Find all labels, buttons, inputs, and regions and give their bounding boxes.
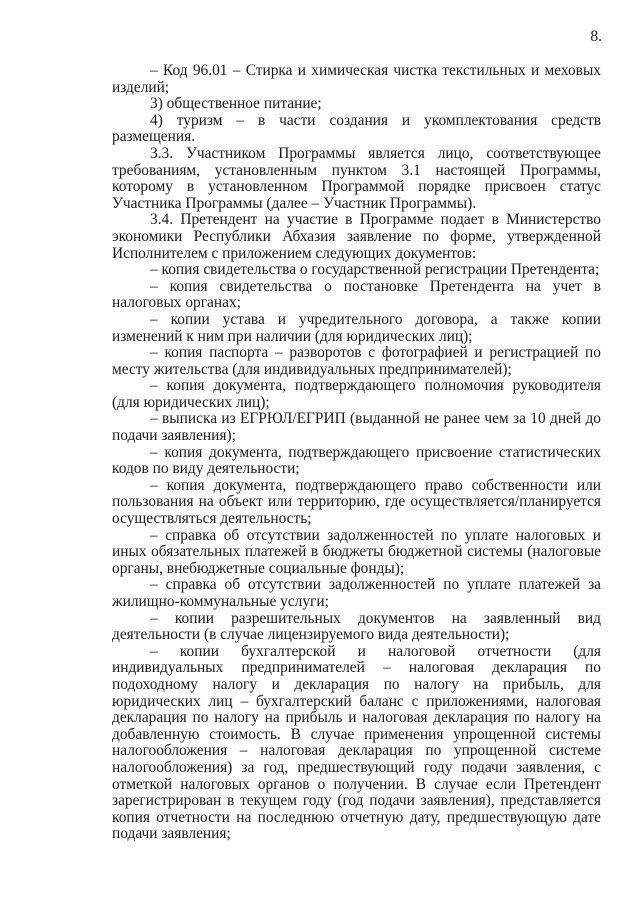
paragraph: – Код 96.01 – Стирка и химическая чистка текстильных и меховых изделий; bbox=[112, 62, 601, 96]
list-item: – справка об отсутствии задолженностей по уплате налоговых и иных обязательных платежей в бюджеты бюджетной системы (налоговые органы, внебюджетные социальные фонды); bbox=[112, 526, 601, 577]
list-item: – копии устава и учредительного договора, а также копии изменений к ним при наличии (для юридических лиц); bbox=[112, 310, 601, 345]
list-item: – копия свидетельства о постановке Претендента на учет в налоговых органах; bbox=[112, 277, 601, 312]
list-item: – копия документа, подтверждающего присвоение статистических кодов по виду деятельности; bbox=[112, 443, 601, 478]
list-item: – справка об отсутствии задолженностей по уплате платежей за жилищно-коммунальные услуги; bbox=[112, 576, 601, 610]
list-item: – копии бухгалтерской и налоговой отчетности (для индивидуальных предпринимателей – налоговая декларация по подоходному налогу и декларация по налогу на прибыль, для юридических лиц – бухгалтерский баланс с приложениями, налоговая декларация по налогу на прибыль и налоговая декларация по налогу на добавленную стоимость. В случае применения упрощенной системы налогообложения – налоговая декларация по упрощенной системе налогообложения) за год, предшествующий году подачи заявления, с отметкой налоговых органов о получении. В случае если Претендент зарегистрирован в текущем году (год подачи заявления), представляется копия отчетности на последнюю отчетную дату, предшествующую дате подачи заявления; bbox=[112, 642, 601, 843]
paragraph: 3.3. Участником Программы является лицо, соответствующее требованиям, установленным пунктом 3.1 настоящей Программы, которому в установленном Программой порядке присвоен статус Участника Программы (далее – Участник Программы). bbox=[112, 144, 601, 212]
paragraph: 3.4. Претендент на участие в Программе подает в Министерство экономики Республики Абхазия заявление по форме, утвержденной Исполнителем с приложением следующих документов: bbox=[112, 211, 601, 262]
list-item: – копия документа, подтверждающего право собственности или пользования на объект или территорию, где осуществляется/планируется осуществляться деятельность; bbox=[112, 476, 601, 528]
list-item: – копия паспорта – разворотов с фотографией и регистрацией по месту жительства (для индивидуальных предпринимателей); bbox=[112, 344, 601, 378]
list-item: – копия свидетельства о государственной регистрации Претендента; bbox=[150, 261, 600, 279]
document-body bbox=[112, 63, 601, 843]
list-item: – выписка из ЕГРЮЛ/ЕГРИП (выданной не ранее чем за 10 дней до подачи заявления); bbox=[112, 410, 601, 445]
page-number: 8. bbox=[590, 28, 602, 45]
list-item: – копия документа, подтверждающего полномочия руководителя (для юридических лиц); bbox=[112, 377, 601, 411]
paragraph: 3) общественное питание; bbox=[150, 95, 322, 113]
paragraph: 4) туризм – в части создания и укомплектования средств размещения. bbox=[112, 111, 601, 146]
list-item: – копии разрешительных документов на заявленный вид деятельности (в случае лицензируемого вида деятельности); bbox=[112, 609, 601, 644]
